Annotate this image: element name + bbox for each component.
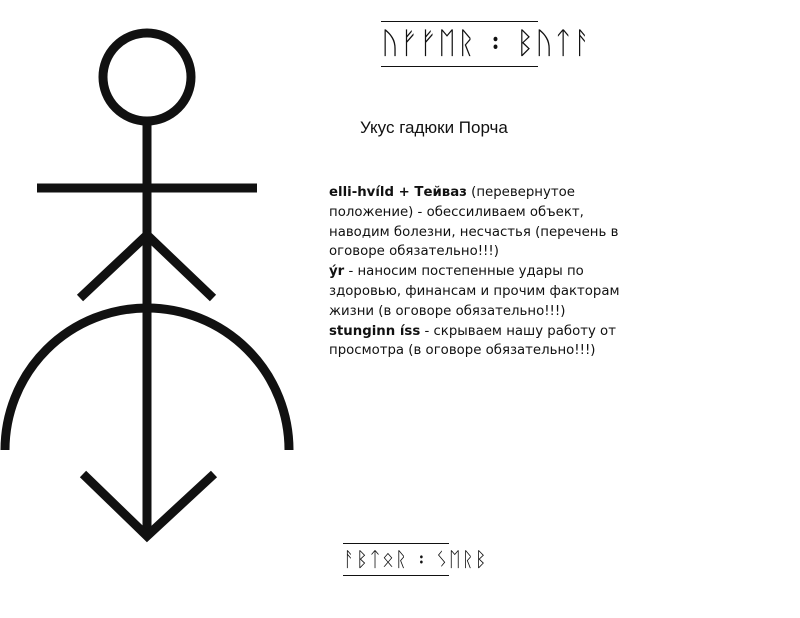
rune-title-banner: ᚢᚠᚠᛖᚱ ᛬ ᛒᚢᛏᚨ [381,21,538,67]
page-title: Укус гадюки Порча [360,118,508,137]
rune-head-circle [103,33,191,121]
rune-explanation: (перевернутое положение) - обессиливаем объект, наводим болезни, несчастья (перечень в оговоре обязательно!!!) [329,185,619,260]
bindrune-symbol [0,0,330,600]
rune-term: stunginn íss [329,323,421,339]
rune-author-banner: ᚨᛒᛏᛟᚱ ᛬ ᛊᛖᚱᛒ [343,543,449,576]
rune-term: elli-hvíld + Тейваз [329,185,467,200]
rune-explanation: - скрываем нашу работу от просмотра (в оговоре обязательно!!!) [329,323,616,359]
rune-explanation: - наносим постепенные удары по здоровью, финансам и прочим факторам жизни (в оговоре обязательно!!!) [329,264,620,319]
rune-term: ýr [329,264,345,280]
rune-description [329,183,629,361]
